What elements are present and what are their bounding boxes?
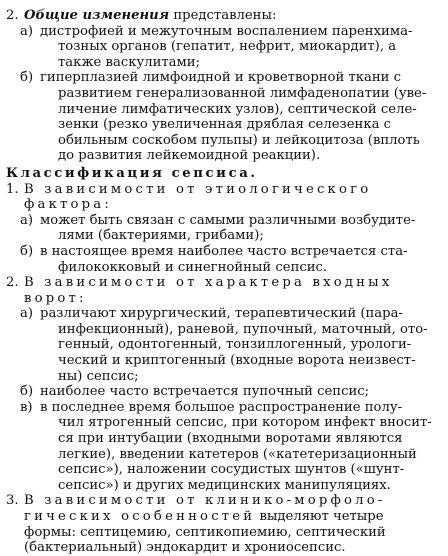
section2-b-text: развитием генерализованной лимфаденопатии (уве- xyxy=(58,85,427,101)
item2-number: 2. xyxy=(6,275,19,291)
item2-c-text: сепсис»), наложении сосудистых шунтов («шунт- xyxy=(58,462,405,478)
item1-a-text: лями (бактериями, грибами); xyxy=(58,228,264,244)
item1-title-line xyxy=(6,182,438,198)
item2-c-text: сепсис») и других медицинских манипуляциях. xyxy=(58,477,391,493)
item3-number: 3. xyxy=(6,493,19,509)
item2-c-label: в) xyxy=(20,399,33,415)
item1-b-label: б) xyxy=(20,243,34,259)
item1-a-text: может быть связан с самыми различными возбудите- xyxy=(40,212,416,228)
item2-title-cont xyxy=(6,291,438,307)
section2-a-text: дистрофией и межуточным воспалением паренхима- xyxy=(40,23,413,39)
item3-title-cont-rest: выделяют четыре xyxy=(255,509,384,524)
section2-title-line xyxy=(6,8,438,24)
item3-title-cont-spaced: гических особенностей xyxy=(24,509,256,524)
section2-b-text: зенки (резко увеличенная дряблая селезенка с xyxy=(58,117,392,133)
item2-c-text: легкие), введении катетеров («катетеризационный xyxy=(58,446,417,462)
item2-title-cont-spaced: ворот xyxy=(24,290,80,306)
section2-b-text: личение лимфатических узлов), септической селе- xyxy=(58,101,417,117)
section2-b-label: б) xyxy=(20,70,34,86)
item2-b-line xyxy=(6,384,438,400)
item1-b-text: филококковый и синегнойный сепсис. xyxy=(58,259,328,275)
item2-a-line xyxy=(6,306,438,322)
item2-a-label: а) xyxy=(20,306,34,322)
section2-a-label: а) xyxy=(20,23,34,39)
item2-c-text: в последнее время большое распространение полу- xyxy=(40,399,403,415)
item1-title: В зависимости от этиологического xyxy=(24,181,372,197)
item1-title-cont-rest: : xyxy=(104,197,109,213)
item3-title-line xyxy=(6,493,438,509)
item1-b-line xyxy=(6,244,438,260)
item3-title: В зависимости от клинико-морфоло- xyxy=(24,493,386,509)
section2-b-text: обильным соскобом пульпы) и лейкоцитоза (вплоть xyxy=(58,132,420,148)
item2-a-text: генный, одонтогенный, тонзиллогенный, урологи- xyxy=(58,337,412,353)
item1-number: 1. xyxy=(6,181,19,197)
item2-a-text: ческий и криптогенный (входные ворота неизвест- xyxy=(58,353,416,369)
section2-a-line xyxy=(6,24,438,40)
item2-title-line xyxy=(6,275,438,291)
section2-number: 2. xyxy=(6,8,19,23)
section2-title-rest: представлены: xyxy=(169,8,277,23)
item2-c-line xyxy=(6,400,438,416)
item2-a-text: различают хирургический, терапевтический (пара- xyxy=(40,306,403,322)
section2-b-text: до развития лейкемоидной реакции). xyxy=(58,148,321,164)
item1-a-line xyxy=(6,213,438,229)
section2-b-text: гиперплазией лимфоидной и кроветворной ткани с xyxy=(40,70,402,86)
item2-a-text: инфекционный), раневой, пупочный, маточный, ото- xyxy=(58,321,428,337)
item2-title: В зависимости от характера входных xyxy=(24,275,393,291)
item2-b-text: наиболее часто встречается пупочный сепсис; xyxy=(40,384,370,400)
item3-title-cont xyxy=(6,509,438,525)
item2-b-label: б) xyxy=(20,384,34,400)
section2-a-text: также васкулитами; xyxy=(58,54,201,70)
item2-c-text: чил ятрогенный сепсис, при котором инфект вносит- xyxy=(58,415,432,431)
item1-b-text: в настоящее время наиболее часто встречается ста- xyxy=(40,243,408,259)
section2-title: Общие изменения xyxy=(24,8,170,23)
item3-text: (бактериальный) эндокардит и хрониосепсис. xyxy=(24,540,346,556)
item2-a-text: ны) сепсис; xyxy=(58,368,139,384)
section2-a-text: тозных органов (гепатит, нефрит, миокардит), а xyxy=(58,39,397,55)
item2-c-text: ся при интубации (входными воротами являются xyxy=(58,431,403,447)
item1-title-cont-spaced: фактора xyxy=(24,197,105,213)
section2-b-line xyxy=(6,70,438,86)
item1-a-label: а) xyxy=(20,212,34,228)
item3-text: формы: септицемию, септикопиемию, септический xyxy=(24,524,386,540)
item1-title-cont xyxy=(6,197,438,213)
classification-heading: Классификация сепсиса. xyxy=(6,165,258,181)
item2-title-cont-rest: : xyxy=(79,290,84,306)
